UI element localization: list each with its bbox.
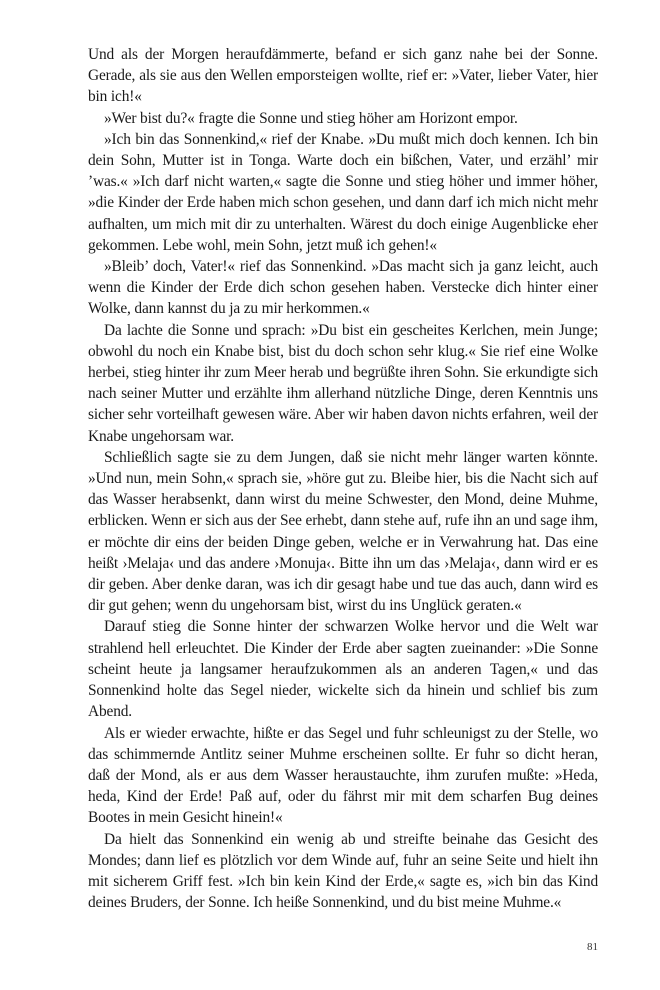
- body-text: [88, 44, 598, 913]
- paragraph-1: Und als der Morgen heraufdämmerte, befand er sich ganz nahe bei der Sonne. Gerade, als sie aus den Wellen emporsteigen wollte, rief er: »Vater, lieber Vater, hier bin ich!«: [88, 46, 598, 106]
- paragraph-8: Als er wieder erwachte, hißte er das Segel und fuhr schleunigst zu der Stelle, wo das schimmernde Antlitz seiner Muhme erscheinen sollte. Er fuhr so dicht heran, daß der Mond, als er aus dem Wasser heraustauchte, ihm zurufen mußte: »Heda, heda, Kind der Erde! Paß auf, oder du fährst mir mit dem scharfen Bug deines Bootes in mein Gesicht hinein!«: [88, 724, 598, 827]
- paragraph-3: »Ich bin das Sonnenkind,« rief der Knabe. »Du mußt mich doch kennen. Ich bin dein Sohn, Mutter ist in Tonga. Warte doch ein bißchen, Vater, und erzähl’ mir ’was.« »Ich darf nicht warten,« sagte die Sonne und stieg höher und immer höher, »die Kinder der Erde haben mich schon gesehen, und dann darf ich mich nicht mehr aufhalten, um mich mit dir zu unterhalten. Wärest du doch einige Augenblicke eher gekommen. Lebe wohl, mein Sohn, jetzt muß ich gehen!«: [88, 130, 598, 254]
- paragraph-9: Da hielt das Sonnenkind ein wenig ab und streifte beinahe das Gesicht des Mondes; dann lief es plötzlich vor dem Winde auf, fuhr an seine Seite und hielt ihn mit sicherem Griff fest. »Ich bin kein Kind der Erde,« sagte es, »ich bin das Kind deines Bruders, der Sonne. Ich heiße Sonnenkind, und du bist meine Muhme.«: [88, 830, 598, 912]
- paragraph-7: Darauf stieg die Sonne hinter der schwarzen Wolke hervor und die Welt war strahlend hell erleuchtet. Die Kinder der Erde aber sagten zueinander: »Die Sonne scheint heute ja langsamer heraufzukommen als an anderen Tagen,« und das Sonnenkind holte das Segel nieder, wickelte sich da hinein und schlief bis zum Abend.: [88, 618, 598, 721]
- paragraph-2: »Wer bist du?« fragte die Sonne und stieg höher am Horizont empor.: [104, 109, 518, 127]
- page-number: 81: [587, 941, 598, 953]
- paragraph-6: Schließlich sagte sie zu dem Jungen, daß sie nicht mehr länger warten könnte. »Und nun, mein Sohn,« sprach sie, »höre gut zu. Bleibe hier, bis die Nacht sich auf das Wasser herabsenkt, dann wirst du meine Schwester, den Mond, deine Muhme, erblicken. Wenn er sich aus der See erhebt, dann stehe auf, rufe ihn an und sage ihm, er möchte dir eins der beiden Dinge geben, welche er in Verwahrung hat. Das eine heißt ›Melaja‹ und das andere ›Monuja‹. Bitte ihn um das ›Melaja‹, dann wird er es dir geben. Aber denke daran, was ich dir gesagt habe und tue das auch, dann wird es dir gut gehen; wenn du ungehorsam bist, wirst du ins Unglück geraten.«: [88, 448, 598, 615]
- paragraph-5: Da lachte die Sonne und sprach: »Du bist ein gescheites Kerlchen, mein Junge; obwohl du noch ein Knabe bist, bist du doch schon sehr klug.« Sie rief eine Wolke herbei, stieg hinter ihr zum Meer herab und begrüßte ihren Sohn. Sie erkundigte sich nach seiner Mutter und erzählte ihm allerhand nützliche Dinge, deren Kenntnis uns sicher sehr vorteilhaft gewesen wäre. Aber wir haben davon nichts erfahren, weil der Knabe ungehorsam war.: [88, 321, 598, 445]
- paragraph-4: »Bleib’ doch, Vater!« rief das Sonnenkind. »Das macht sich ja ganz leicht, auch wenn die Kinder der Erde dich schon gesehen haben. Verstecke dich hinter einer Wolke, dann kannst du ja zu mir herkommen.«: [88, 258, 598, 318]
